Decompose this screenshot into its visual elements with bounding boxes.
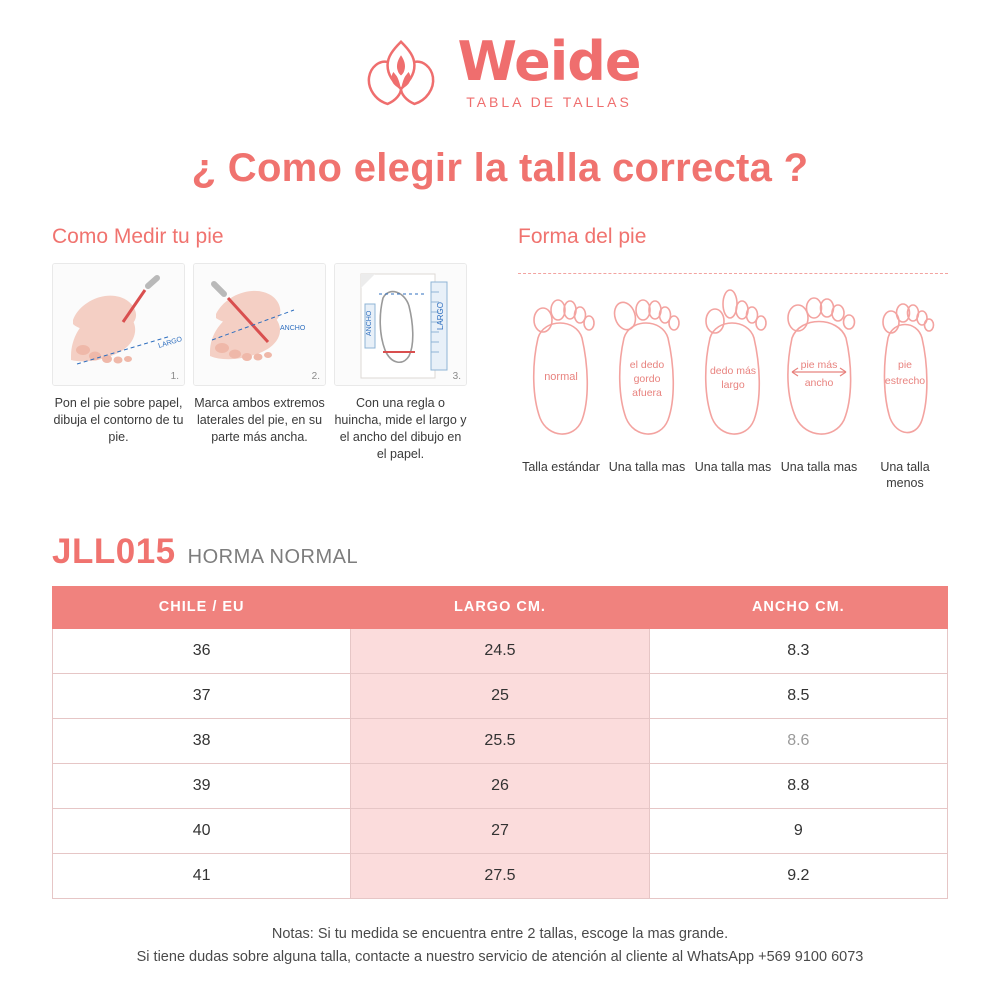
ruler-measure-paper-icon	[334, 263, 467, 386]
table-header-row	[53, 586, 948, 628]
foot-shape-label: Talla estándar	[522, 460, 600, 474]
table-row	[53, 628, 948, 673]
brand-subtitle: TABLA DE TALLAS	[466, 93, 632, 110]
table-header-chile-eu: CHILE / EU	[53, 586, 351, 628]
measure-section	[52, 225, 468, 492]
svg-text:dedo más: dedo más	[709, 365, 757, 377]
table-row	[53, 718, 948, 763]
measure-steps	[52, 263, 468, 463]
measure-step-number: 3.	[452, 371, 461, 382]
svg-text:estrecho: estrecho	[884, 375, 926, 387]
svg-text:gordo: gordo	[633, 373, 661, 385]
brand-name: Weide	[457, 29, 641, 93]
notes-line-1: Notas: Si tu medida se encuentra entre 2 tallas, escoge la mas grande.	[271, 925, 729, 942]
measure-label-largo: LARGO	[157, 336, 184, 350]
foot-shape-section-title: Forma del pie	[518, 225, 647, 248]
svg-text:afuera: afuera	[632, 387, 662, 399]
cell-largo: 27	[351, 808, 649, 853]
foot-shape-item	[776, 268, 862, 492]
notes-line-2: Si tiene dudas sobre alguna talla, contacte a nuestro servicio de atención al cliente al WhatsApp +569 9100 6073	[136, 948, 864, 965]
foot-outline-drawing-icon	[52, 263, 185, 386]
measure-step-caption: Pon el pie sobre papel, dibuja el contorno de tu pie.	[53, 396, 184, 444]
foot-big-toe-out-icon	[604, 268, 690, 453]
cell-size: 39	[53, 763, 351, 808]
table-row	[53, 763, 948, 808]
model-row	[0, 532, 1000, 572]
foot-shape-label: Una talla mas	[694, 460, 772, 474]
foot-shape-item	[690, 268, 776, 492]
foot-shape-items	[518, 268, 948, 492]
foot-long-toe-icon	[690, 268, 776, 453]
size-table-wrap	[0, 586, 1000, 899]
table-row	[53, 808, 948, 853]
svg-text:pie más: pie más	[800, 359, 838, 371]
foot-wide-icon	[776, 268, 862, 453]
cell-ancho: 8.8	[649, 763, 947, 808]
foot-shape-label: Una talla menos	[880, 460, 930, 491]
cell-ancho: 9	[649, 808, 947, 853]
measure-label-ancho: ANCHO	[280, 325, 306, 332]
weide-flower-logo-icon	[359, 30, 443, 114]
foot-shape-label: Una talla mas	[608, 460, 686, 474]
foot-narrow-icon	[862, 268, 948, 453]
info-columns	[0, 225, 1000, 492]
cell-size: 36	[53, 628, 351, 673]
foot-shape-item	[604, 268, 690, 492]
measure-step-caption: Marca ambos extremos laterales del pie, en su parte más ancha.	[194, 396, 325, 444]
model-description: HORMA NORMAL	[187, 545, 359, 568]
svg-text:pie: pie	[897, 359, 913, 371]
page-title: ¿ Como elegir la talla correcta ?	[191, 146, 809, 190]
svg-text:LARGO: LARGO	[436, 301, 445, 330]
cell-largo: 26	[351, 763, 649, 808]
cell-ancho: 8.3	[649, 628, 947, 673]
foot-normal-icon	[518, 268, 604, 453]
foot-shape-text: normal	[544, 371, 578, 383]
cell-ancho: 8.5	[649, 673, 947, 718]
foot-shape-section	[518, 225, 948, 492]
brand-header	[0, 0, 1000, 114]
measure-step-caption: Con una regla o huincha, mide el largo y el ancho del dibujo en el papel.	[334, 396, 467, 461]
svg-text:ANCHO: ANCHO	[366, 310, 373, 336]
cell-largo: 27.5	[351, 853, 649, 898]
measure-step	[334, 263, 467, 463]
measure-section-title: Como Medir tu pie	[52, 225, 224, 248]
size-table	[52, 586, 948, 899]
cell-size: 40	[53, 808, 351, 853]
measure-step	[52, 263, 185, 463]
table-row	[53, 853, 948, 898]
foot-shape-item	[518, 268, 604, 492]
model-code: JLL015	[52, 531, 176, 571]
cell-ancho: 9.2	[649, 853, 947, 898]
cell-size: 41	[53, 853, 351, 898]
foot-width-marking-icon	[193, 263, 326, 386]
cell-largo: 25	[351, 673, 649, 718]
table-row	[53, 673, 948, 718]
cell-largo: 24.5	[351, 628, 649, 673]
table-header-largo: LARGO CM.	[351, 586, 649, 628]
svg-text:ancho: ancho	[804, 377, 834, 389]
foot-shape-label: Una talla mas	[780, 460, 858, 474]
measure-step	[193, 263, 326, 463]
table-header-ancho: ANCHO CM.	[649, 586, 947, 628]
svg-text:el dedo: el dedo	[629, 359, 665, 371]
measure-step-number: 2.	[311, 371, 320, 382]
measure-step-number: 1.	[170, 371, 179, 382]
cell-size: 38	[53, 718, 351, 763]
cell-largo: 25.5	[351, 718, 649, 763]
notes-block	[0, 923, 1000, 969]
cell-ancho: 8.6	[649, 718, 947, 763]
foot-shape-item	[862, 268, 948, 492]
cell-size: 37	[53, 673, 351, 718]
top-guide-line	[518, 273, 948, 274]
svg-text:largo: largo	[721, 379, 745, 391]
